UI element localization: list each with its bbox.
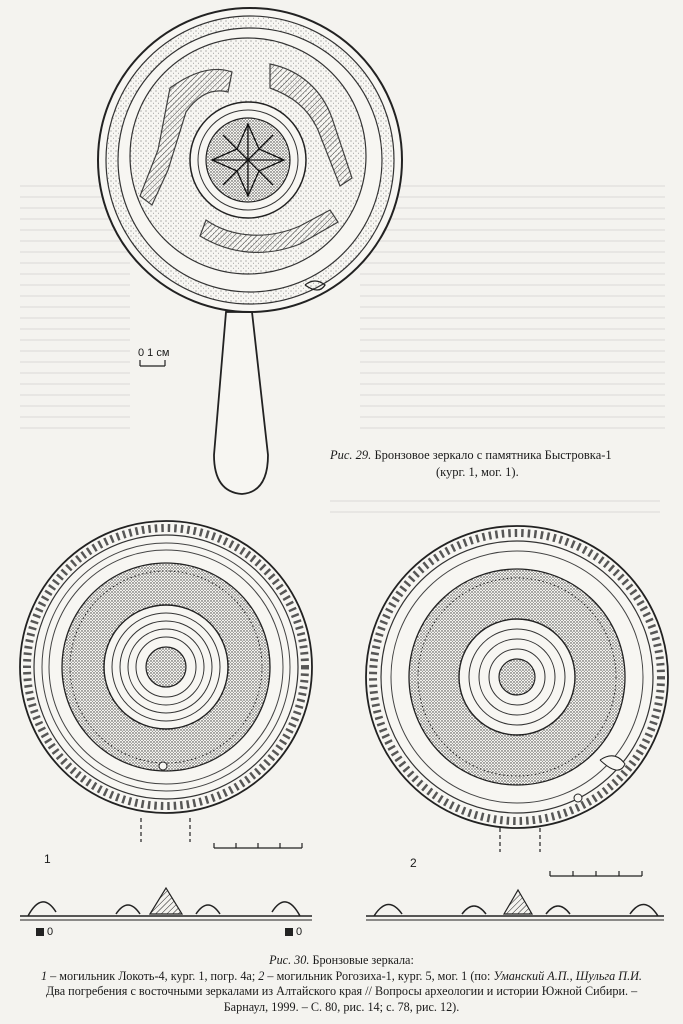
fig30-caption (8, 953, 675, 1015)
item-1-text: – могильник Локоть-4, кург. 1, погр. 4а; (47, 968, 259, 983)
fig29-caption-line1: Бронзовое зеркало с памятника Быстровка-1 (374, 448, 612, 462)
fig29-caption-line2: (кург. 1, мог. 1). (436, 465, 519, 479)
section-marker-right: 0 (296, 926, 303, 938)
fig29-mirror-drawing (98, 8, 402, 494)
item-number-2: 2 (258, 968, 265, 983)
item-2-text: – могильник Рогозиха-1, кург. 5, мог. 1 (по: (264, 968, 494, 983)
fig30-caption-line3: Два погребения с восточными зеркалами из Алтайского края // Вопросы археологии и истории Южной Сибири. – (45, 984, 638, 998)
fig30-caption-title-line (8, 953, 675, 969)
source-authors: Уманский А.П., Шульга П.И. (493, 968, 642, 983)
fig30-label-2: 2 (410, 856, 417, 870)
fig30-mirror-1-drawing (20, 521, 312, 936)
item-number-1: 1 (41, 968, 48, 983)
fig30-caption-line2 (8, 969, 675, 985)
fig29-caption (330, 447, 670, 481)
section-marker-left: 0 (47, 926, 54, 938)
fig30-caption-prefix: Рис. 30. (269, 953, 310, 967)
fig29-caption-prefix: Рис. 29. (330, 448, 372, 462)
fig29-scale-label: 0 1 см (138, 347, 170, 359)
fig30-label-1: 1 (44, 852, 51, 866)
fig30-caption-title: Бронзовые зеркала: (312, 953, 414, 967)
fig30-caption-line4: Барнаул, 1999. – С. 80, рис. 14; с. 78, рис. 12). (223, 999, 460, 1014)
